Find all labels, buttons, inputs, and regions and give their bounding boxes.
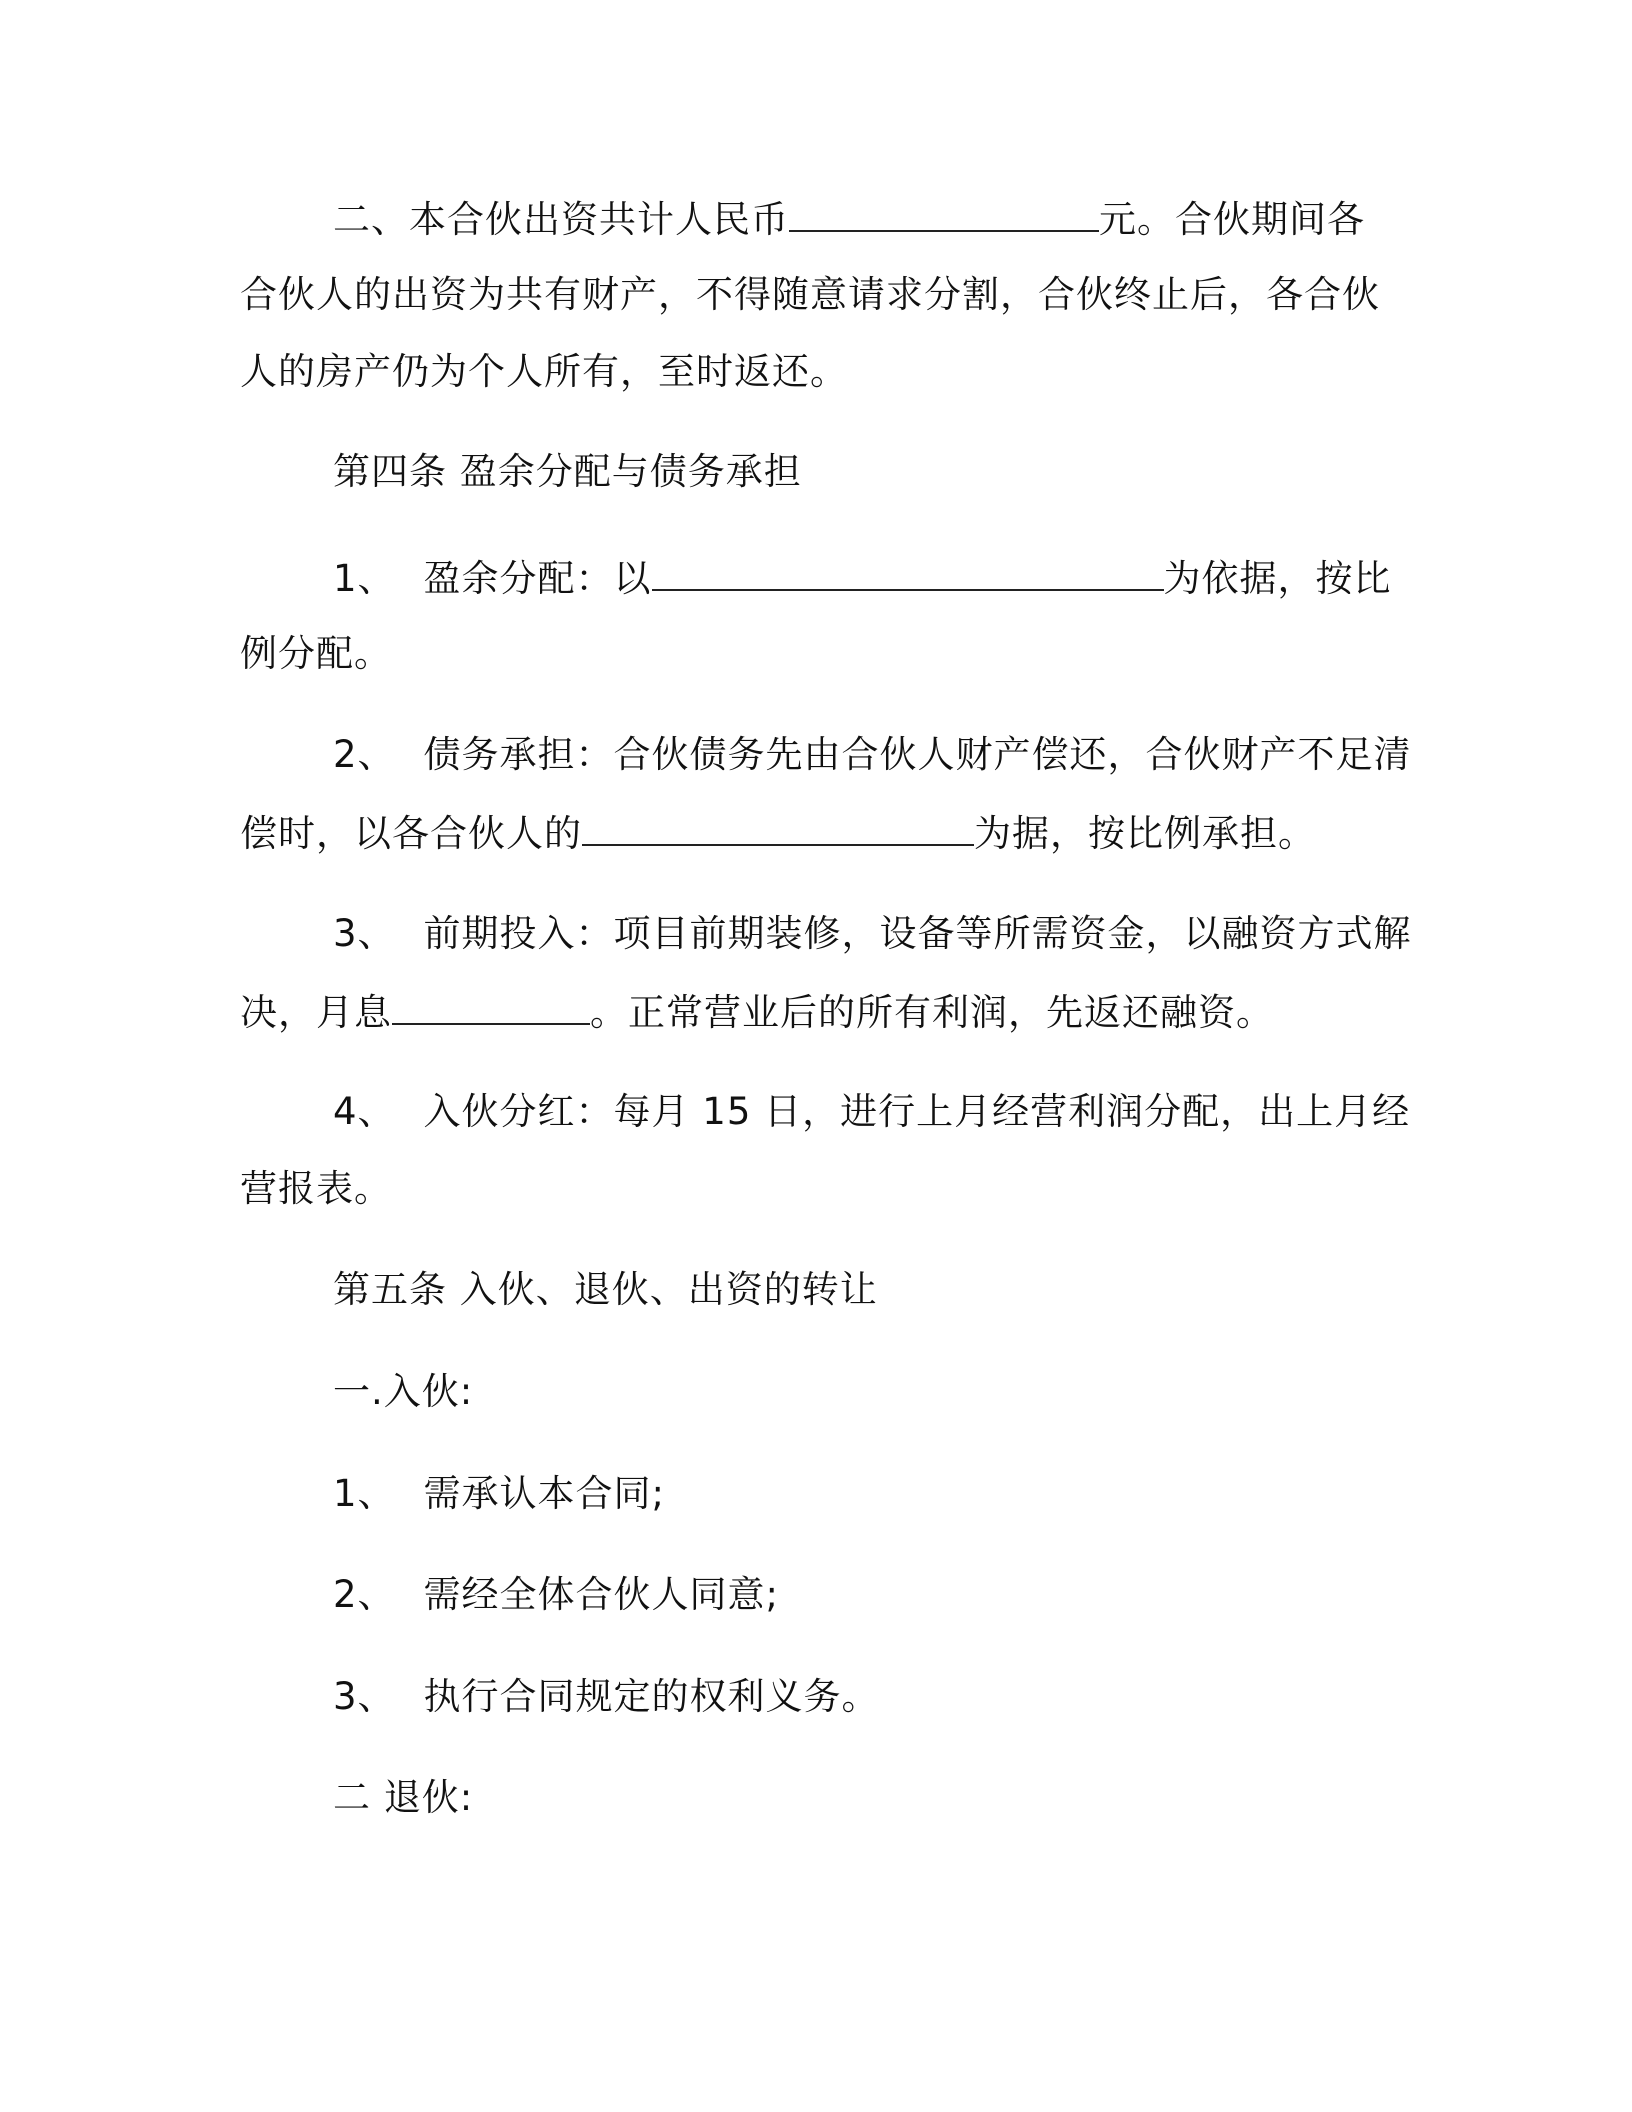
join-item-text: 执行合同规定的权利义务。 (423, 1675, 880, 1718)
debt-number: 2、 (333, 733, 396, 776)
capital-text-a: 二、本合伙出资共计人民币 (333, 198, 789, 241)
invest-line-1 (333, 912, 1412, 956)
join-item-text: 需承认本合同; (423, 1472, 666, 1515)
article-4-heading: 第四条 盈余分配与债务承担 (333, 450, 802, 493)
capital-amount-blank[interactable] (789, 196, 1099, 232)
join-item-number: 3、 (333, 1675, 396, 1718)
invest-text-1: 前期投入：项目前期装修，设备等所需资金，以融资方式解 (423, 912, 1412, 955)
dividend-line-2: 营报表。 (240, 1167, 392, 1210)
join-item (333, 1472, 1393, 1516)
dividend-number: 4、 (333, 1090, 396, 1133)
profit-line-2: 例分配。 (240, 632, 392, 675)
join-item-text: 需经全体合伙人同意; (423, 1573, 780, 1616)
exit-heading: 二 退伙: (333, 1776, 474, 1819)
join-item (333, 1675, 1393, 1719)
debt-line-2 (240, 810, 1390, 856)
monthly-interest-blank[interactable] (392, 989, 590, 1025)
invest-text-2b: 。正常营业后的所有利润，先返还融资。 (590, 991, 1274, 1034)
invest-number: 3、 (333, 912, 396, 955)
invest-text-2a: 决，月息 (240, 991, 392, 1034)
dividend-line-1 (333, 1090, 1411, 1134)
join-heading: 一.入伙: (333, 1370, 474, 1413)
capital-line-3: 人的房产仍为个人所有，至时返还。 (240, 350, 848, 393)
join-item-number: 1、 (333, 1472, 396, 1515)
profit-basis-blank[interactable] (652, 555, 1164, 591)
profit-number: 1、 (333, 557, 396, 600)
debt-line-1 (333, 733, 1412, 777)
join-item-number: 2、 (333, 1573, 396, 1616)
join-item (333, 1573, 1393, 1617)
article-5-heading: 第五条 入伙、退伙、出资的转让 (333, 1268, 878, 1311)
capital-line-1 (333, 196, 1393, 242)
profit-line-1 (333, 555, 1393, 601)
debt-basis-blank[interactable] (582, 810, 974, 846)
capital-line-2: 合伙人的出资为共有财产，不得随意请求分割，合伙终止后，各合伙 (240, 273, 1380, 316)
debt-text-2a: 偿时，以各合伙人的 (240, 812, 582, 855)
debt-text-1: 债务承担：合伙债务先由合伙人财产偿还，合伙财产不足清 (423, 733, 1412, 776)
invest-line-2 (240, 989, 1390, 1035)
profit-text-a: 盈余分配：以 (423, 557, 652, 600)
debt-text-2b: 为据，按比例承担。 (974, 812, 1316, 855)
dividend-text-1: 入伙分红：每月 15 日，进行上月经营利润分配，出上月经 (423, 1090, 1411, 1133)
capital-text-b: 元。合伙期间各 (1099, 198, 1365, 241)
profit-text-b: 为依据，按比 (1163, 557, 1392, 600)
